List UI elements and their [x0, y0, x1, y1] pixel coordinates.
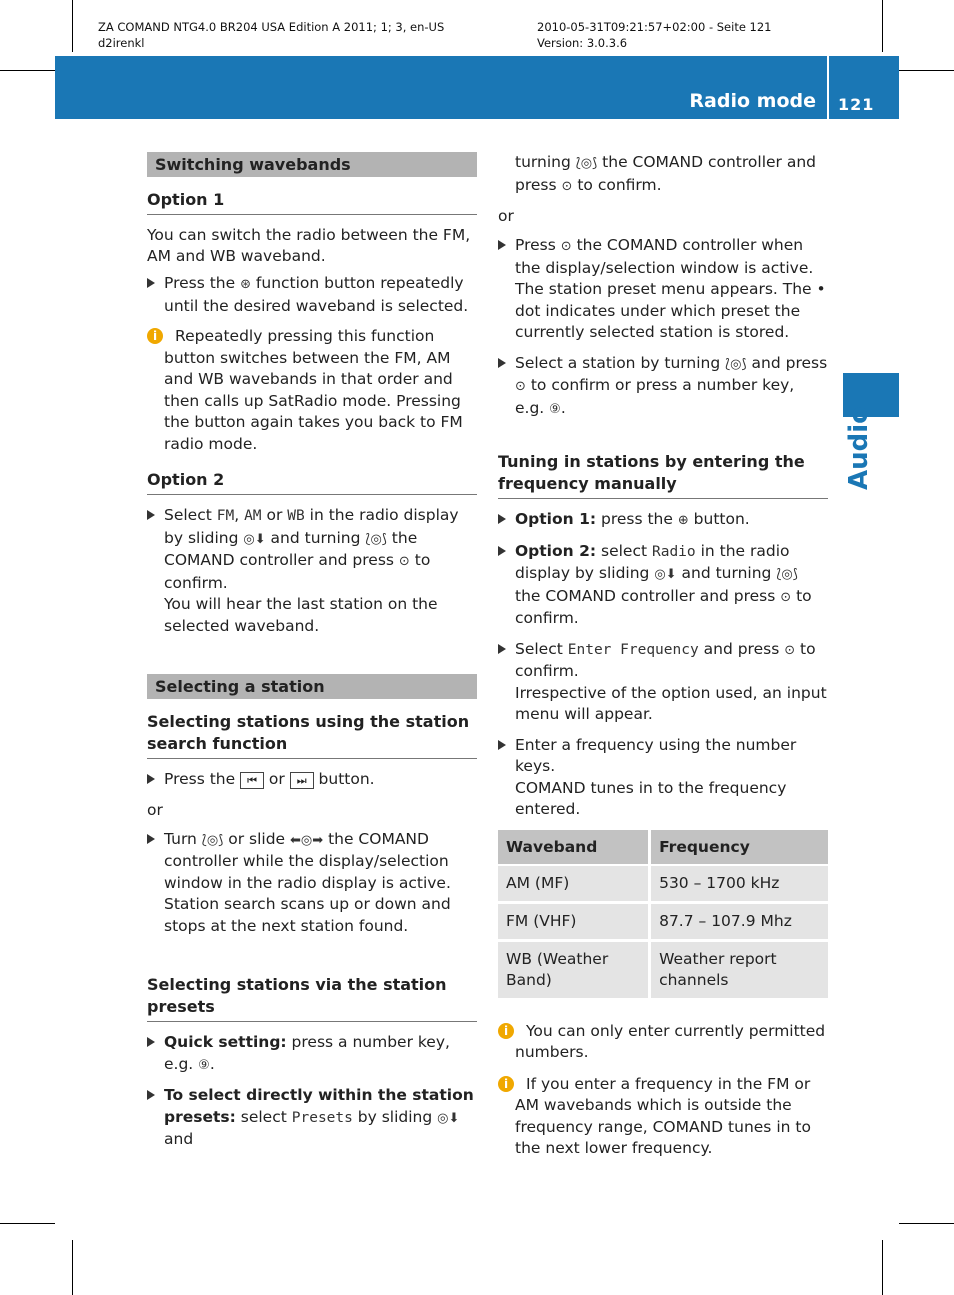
option2-result: You will hear the last station on the selected waveband.: [164, 595, 438, 635]
subheading-search: Selecting stations using the station search function: [147, 711, 477, 759]
header-divider: [827, 56, 829, 119]
preset-menu-result: The station preset menu appears. The • dot indicates under which preset the currently selected station is stored.: [515, 280, 826, 341]
option1-step: Press the ⊛ function button repeatedly until the desired waveband is selected.: [147, 273, 477, 317]
table-cell: 87.7 – 107.9 Mhz: [650, 902, 828, 940]
crop-mark: [882, 0, 883, 52]
meta-user: d2irenkl: [98, 36, 145, 50]
table-cell: AM (MF): [498, 865, 650, 903]
turn-controller-icon: ⟅◎⟆: [365, 531, 387, 547]
search-step-turn: Turn ⟅◎⟆ or slide ⬅◎➡ the COMAND controller while the display/selection window in the radio display is active. Station search scans up or down and stops at the next station found.: [147, 829, 477, 938]
option2-step: Select FM, AM or WB in the radio display by sliding ◎⬇ and turning ⟅◎⟆ the COMAND controller and press ⊙ to confirm. You will hear the last station on the selected waveband.: [147, 505, 477, 637]
slide-down-icon: ◎⬇: [437, 1110, 460, 1126]
next-icon: ⏭: [290, 772, 314, 789]
table-row: [498, 902, 828, 940]
page-title: Radio mode: [689, 90, 816, 112]
option1-paragraph: You can switch the radio between the FM, AM and WB waveband.: [147, 226, 471, 265]
table-cell: Weather report channels: [650, 940, 828, 999]
freq-option2-step: Option 2: select Radio in the radio display by sliding ◎⬇ and turning ⟅◎⟆ the COMAND controller and press ⊙ to confirm.: [498, 541, 828, 630]
subheading-presets: Selecting stations via the station presets: [147, 974, 477, 1022]
crop-mark: [0, 1223, 55, 1224]
press-icon: ⊙: [780, 589, 792, 605]
slide-down-icon: ◎⬇: [243, 531, 266, 547]
side-tab-label: Audio: [844, 405, 874, 490]
slide-left-right-icon: ⬅◎➡: [290, 832, 324, 848]
info-note: i Repeatedly pressing this function button switches between the FM, AM and WB wavebands in that order and then calls up SatRadio mode. Pressing the button again takes you back to FM radio mode.: [147, 326, 477, 455]
number-key-icon: ⑨: [198, 1057, 210, 1073]
continued-step: turning ⟅◎⟆ the COMAND controller and press ⊙ to confirm.: [515, 153, 817, 194]
star-button-icon: ⊕: [677, 513, 689, 528]
or-text: or: [147, 800, 163, 819]
bullet-arrow-icon: [498, 514, 506, 524]
dot-icon: •: [816, 280, 826, 298]
select-station-step: Select a station by turning ⟅◎⟆ and press ⊙ to confirm or press a number key, e.g. ⑨.: [498, 353, 828, 421]
bullet-arrow-icon: [147, 1037, 155, 1047]
search-result: Station search scans up or down and stops at the next station found.: [164, 895, 451, 935]
crop-mark: [882, 1240, 883, 1295]
radio-button-icon: ⊛: [240, 277, 251, 292]
bullet-arrow-icon: [498, 358, 506, 368]
enter-frequency-step: Select Enter Frequency and press ⊙ to confirm. Irrespective of the option used, an input menu will appear.: [498, 639, 828, 726]
crop-mark: [0, 70, 55, 71]
subheading-frequency: Tuning in stations by entering the frequency manually: [498, 451, 828, 499]
bullet-arrow-icon: [498, 240, 506, 250]
turn-controller-icon: ⟅◎⟆: [201, 832, 224, 848]
bullet-arrow-icon: [147, 774, 155, 784]
press-icon: ⊙: [560, 239, 572, 254]
table-row: [498, 940, 828, 999]
quick-setting-step: Quick setting: press a number key, e.g. ⑨.: [147, 1032, 477, 1076]
info-note: i If you enter a frequency in the FM or AM wavebands which is outside the frequency range, COMAND tunes in to the next lower frequency.: [498, 1074, 828, 1160]
table-header-row: [498, 830, 828, 865]
bullet-arrow-icon: [147, 834, 155, 844]
turn-controller-icon: ⟅◎⟆: [776, 567, 798, 582]
section-heading-selecting: Selecting a station: [147, 674, 477, 699]
page-number: 121: [838, 95, 875, 114]
option1-title: Option 1: [147, 189, 477, 215]
meta-date: 2010-05-31T09:21:57+02:00 - Seite 121: [537, 20, 772, 34]
turn-controller-icon: ⟅◎⟆: [725, 356, 747, 372]
meta-version: Version: 3.0.3.6: [537, 36, 628, 50]
number-key-icon: ⑨: [549, 401, 561, 417]
table-cell: FM (VHF): [498, 902, 650, 940]
slide-down-icon: ◎⬇: [654, 567, 677, 582]
info-icon: i: [498, 1076, 514, 1092]
crop-mark: [899, 70, 954, 71]
table-cell: WB (Weather Band): [498, 940, 650, 999]
previous-icon: ⏮: [240, 772, 264, 789]
bullet-arrow-icon: [498, 546, 506, 556]
info-icon: i: [498, 1023, 514, 1039]
crop-mark: [72, 0, 73, 52]
enter-frequency-result: Irrespective of the option used, an input menu will appear.: [515, 683, 827, 723]
preset-menu-step: Press ⊙ the COMAND controller when the display/selection window is active. The station preset menu appears. The • dot indicates under which preset the currently selected station is stored.: [498, 235, 828, 344]
left-column: [147, 152, 477, 1160]
press-icon: ⊙: [561, 178, 573, 194]
freq-option1-step: Option 1: press the ⊕ button.: [498, 509, 828, 532]
bullet-arrow-icon: [147, 1090, 155, 1100]
table-row: [498, 865, 828, 903]
bullet-arrow-icon: [498, 740, 506, 750]
info-icon: i: [147, 328, 163, 344]
crop-mark: [899, 1223, 954, 1224]
bullet-arrow-icon: [147, 510, 155, 520]
search-step-press: Press the ⏮ or ⏭ button.: [147, 769, 477, 791]
frequency-table: [498, 830, 828, 1001]
press-icon: ⊙: [515, 379, 526, 394]
bullet-arrow-icon: [498, 644, 506, 654]
number-keys-result: COMAND tunes in to the frequency entered.: [515, 778, 787, 818]
print-meta-left: [98, 19, 444, 51]
crop-mark: [72, 1240, 73, 1295]
option2-title: Option 2: [147, 469, 477, 495]
info-note: i You can only enter currently permitted numbers.: [498, 1021, 828, 1064]
press-icon: ⊙: [398, 554, 410, 569]
table-header: Frequency: [650, 830, 828, 865]
table-cell: 530 – 1700 kHz: [650, 865, 828, 903]
press-icon: ⊙: [784, 642, 796, 658]
direct-select-step: To select directly within the station presets: select Presets by sliding ◎⬇ and: [147, 1085, 477, 1151]
table-header: Waveband: [498, 830, 650, 865]
meta-doc: ZA COMAND NTG4.0 BR204 USA Edition A 2011; 1; 3, en-US: [98, 20, 445, 34]
bullet-arrow-icon: [147, 278, 155, 288]
turn-controller-icon: ⟅◎⟆: [575, 156, 598, 171]
section-heading-switching: Switching wavebands: [147, 152, 477, 177]
print-meta-right: [537, 19, 772, 51]
number-keys-step: Enter a frequency using the number keys. COMAND tunes in to the frequency entered.: [498, 735, 828, 821]
or-text: or: [498, 207, 514, 225]
right-column: [498, 152, 828, 1170]
